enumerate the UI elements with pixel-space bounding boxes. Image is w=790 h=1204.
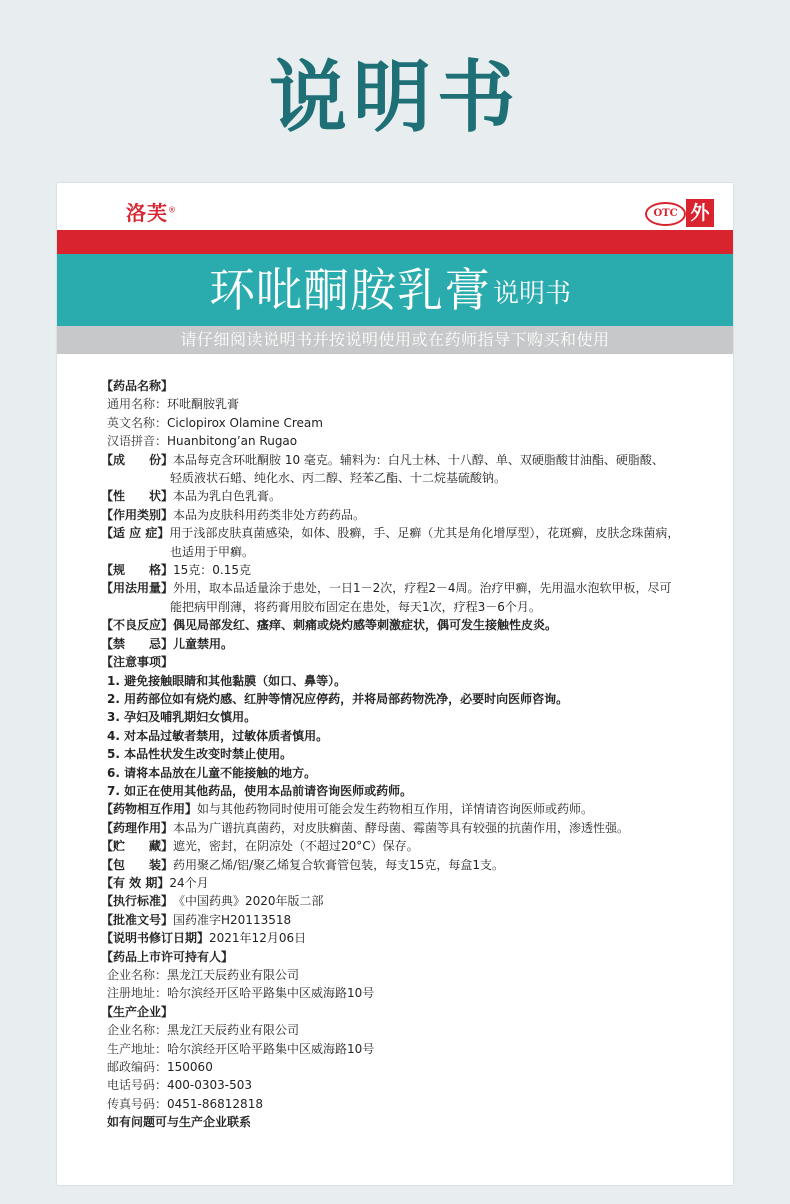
registered-mark: ® (168, 205, 177, 215)
storage-row (101, 837, 701, 855)
maker-address-value: 哈尔滨经开区哈平路集中区威海路10号 (167, 1041, 375, 1056)
external-use-badge: 外 (686, 199, 714, 227)
holder-name-value: 黑龙江天辰药业有限公司 (167, 968, 300, 982)
spec-row (101, 561, 701, 579)
maker-name-row (101, 1021, 701, 1039)
precaution-item: 2. 用药部位如有烧灼感、红肿等情况应停药，并将局部药物洗净，必要时向医师咨询。 (107, 691, 569, 706)
fax-label: 传真号码： (107, 1096, 168, 1111)
precaution-item: 6. 请将本品放在儿童不能接触的地方。 (107, 765, 317, 780)
drug-name-title: 【药品名称】 (101, 379, 174, 393)
pharmacology-label: 【药理作用】 (101, 820, 174, 835)
precaution-item: 1. 避免接触眼睛和其他黏膜（如口、鼻等）。 (107, 673, 347, 688)
validity-row (101, 874, 701, 892)
postal-value: 150060 (167, 1060, 213, 1075)
indications-line1: 用于浅部皮肤真菌感染，如体、股癣，手、足癣（尤其是角化增厚型），花斑癣，皮肤念珠菌病， (169, 526, 680, 541)
category-row (101, 506, 701, 524)
standard-row (101, 892, 701, 910)
contra-row (101, 635, 701, 653)
ingredients-line1: 本品每克含环吡酮胺 10 毫克。辅料为：白凡士林、十八醇、单、双硬脂酸甘油酯、硬脂酸、 (173, 452, 664, 467)
spec-label: 【规 格】 (101, 563, 174, 578)
generic-name-value: 环吡酮胺乳膏 (167, 397, 240, 412)
brand-name: 洛芙 (126, 201, 168, 225)
validity-value: 24个月 (169, 875, 209, 890)
precaution-item: 4. 对本品过敏者禁用，过敏体质者慎用。 (107, 728, 329, 743)
generic-name-row (101, 395, 701, 413)
package-label: 【包 装】 (101, 857, 174, 872)
indications-row (101, 524, 701, 542)
category-label: 【作用类别】 (101, 507, 174, 522)
adverse-value: 偶见局部发红、瘙痒、刺痛或烧灼感等刺激症状，偶可发生接触性皮炎。 (173, 618, 558, 633)
adverse-label: 【不良反应】 (101, 618, 174, 633)
leaflet-sheet (57, 183, 733, 1185)
ingredients-label: 【成 份】 (101, 452, 174, 467)
holder-address-row (101, 984, 701, 1002)
page-title: 说明书 (268, 53, 521, 143)
interaction-value: 如与其他药物同时使用可能会发生药物相互作用，详情请咨询医师或药师。 (197, 802, 594, 817)
postal-row (101, 1058, 701, 1076)
postal-label: 邮政编码： (107, 1060, 168, 1075)
properties-row (101, 487, 701, 505)
fax-row (101, 1095, 701, 1113)
interaction-label: 【药物相互作用】 (101, 802, 198, 817)
revision-row (101, 929, 701, 947)
indications-line2: 也适用于甲癣。 (170, 544, 255, 559)
holder-name-label: 企业名称： (107, 968, 168, 982)
product-banner (57, 254, 733, 326)
maker-title: 【生产企业】 (101, 1004, 174, 1019)
holder-title: 【药品上市许可持有人】 (101, 949, 234, 964)
approval-value: 国药准字H20113518 (173, 912, 292, 927)
maker-name-label: 企业名称： (107, 1023, 168, 1038)
contra-label: 【禁 忌】 (101, 636, 174, 651)
reading-notice: 请仔细阅读说明书并按说明使用或在药师指导下购买和使用 (57, 326, 733, 354)
validity-label: 【有 效 期】 (101, 875, 170, 890)
generic-name-label: 通用名称： (107, 397, 168, 412)
ingredients-row (101, 451, 701, 469)
english-name-label: 英文名称： (107, 415, 168, 430)
precaution-item: 5. 本品性状发生改变时禁止使用。 (107, 747, 293, 762)
pharmacology-row (101, 819, 701, 837)
phone-label: 电话号码： (107, 1078, 168, 1093)
leaflet-content (101, 377, 701, 1132)
package-row (101, 856, 701, 874)
product-suffix: 说明书 (493, 279, 572, 309)
ingredients-line2: 轻质液状石蜡、纯化水、丙二醇、羟苯乙酯、十二烷基硫酸钠。 (170, 471, 507, 486)
maker-address-row (101, 1040, 701, 1058)
storage-label: 【贮 藏】 (101, 839, 174, 854)
precautions-title: 【注意事项】 (101, 655, 174, 670)
maker-name-value: 黑龙江天辰药业有限公司 (167, 1023, 300, 1038)
usage-line2: 能把病甲削薄，将药膏用胶布固定在患处，每天1次，疗程3－6个月。 (170, 599, 541, 614)
standard-label: 【执行标准】 (101, 894, 174, 909)
maker-address-label: 生产地址： (107, 1041, 168, 1056)
spec-value: 15克：0.15克 (173, 563, 252, 578)
revision-label: 【说明书修订日期】 (101, 931, 210, 946)
approval-row (101, 911, 701, 929)
holder-address-value: 哈尔滨经开区哈平路集中区威海路10号 (167, 986, 375, 1001)
product-name: 环吡酮胺乳膏 (209, 263, 491, 317)
pharmacology-value: 本品为广谱抗真菌药，对皮肤癣菌、酵母菌、霉菌等具有较强的抗菌作用，渗透性强。 (173, 820, 630, 835)
standard-value: 《中国药典》2020年版二部 (173, 894, 324, 909)
storage-value: 遮光，密封，在阴凉处（不超过20°C）保存。 (173, 839, 419, 854)
pinyin-value: Huanbitong’an Rugao (167, 434, 298, 449)
phone-row (101, 1076, 701, 1094)
holder-address-label: 注册地址： (107, 986, 168, 1001)
english-name-value: Ciclopirox Olamine Cream (167, 415, 323, 430)
pinyin-label: 汉语拼音： (107, 434, 168, 449)
precaution-item: 7. 如正在使用其他药品，使用本品前请咨询医师或药师。 (107, 783, 413, 798)
usage-line1: 外用，取本品适量涂于患处，一日1－2次，疗程2－4周。治疗甲癣，先用温水泡软甲板，尽可 (173, 581, 672, 596)
usage-row (101, 579, 701, 597)
fax-value: 0451-86812818 (167, 1096, 263, 1111)
holder-name-row (101, 966, 701, 984)
category-value: 本品为皮肤科用药类非处方药药品。 (173, 507, 366, 522)
adverse-row (101, 616, 701, 634)
precaution-item: 3. 孕妇及哺乳期妇女慎用。 (107, 710, 257, 725)
pinyin-row (101, 432, 701, 450)
english-name-row (101, 414, 701, 432)
approval-label: 【批准文号】 (101, 912, 174, 927)
package-value: 药用聚乙烯/铝/聚乙烯复合软膏管包装，每支15克，每盒1支。 (173, 857, 505, 872)
phone-value: 400-0303-503 (167, 1078, 253, 1093)
properties-label: 【性 状】 (101, 489, 174, 504)
interaction-row (101, 800, 701, 818)
usage-label: 【用法用量】 (101, 581, 174, 596)
contact-note: 如有问题可与生产企业联系 (107, 1115, 252, 1130)
otc-badge: OTC (645, 202, 686, 226)
brand-logo (126, 197, 177, 226)
revision-value: 2021年12月06日 (209, 931, 307, 946)
red-band (57, 230, 733, 254)
indications-label: 【适 应 症】 (101, 526, 170, 541)
contra-value: 儿童禁用。 (173, 636, 234, 651)
properties-value: 本品为乳白色乳膏。 (173, 489, 282, 504)
